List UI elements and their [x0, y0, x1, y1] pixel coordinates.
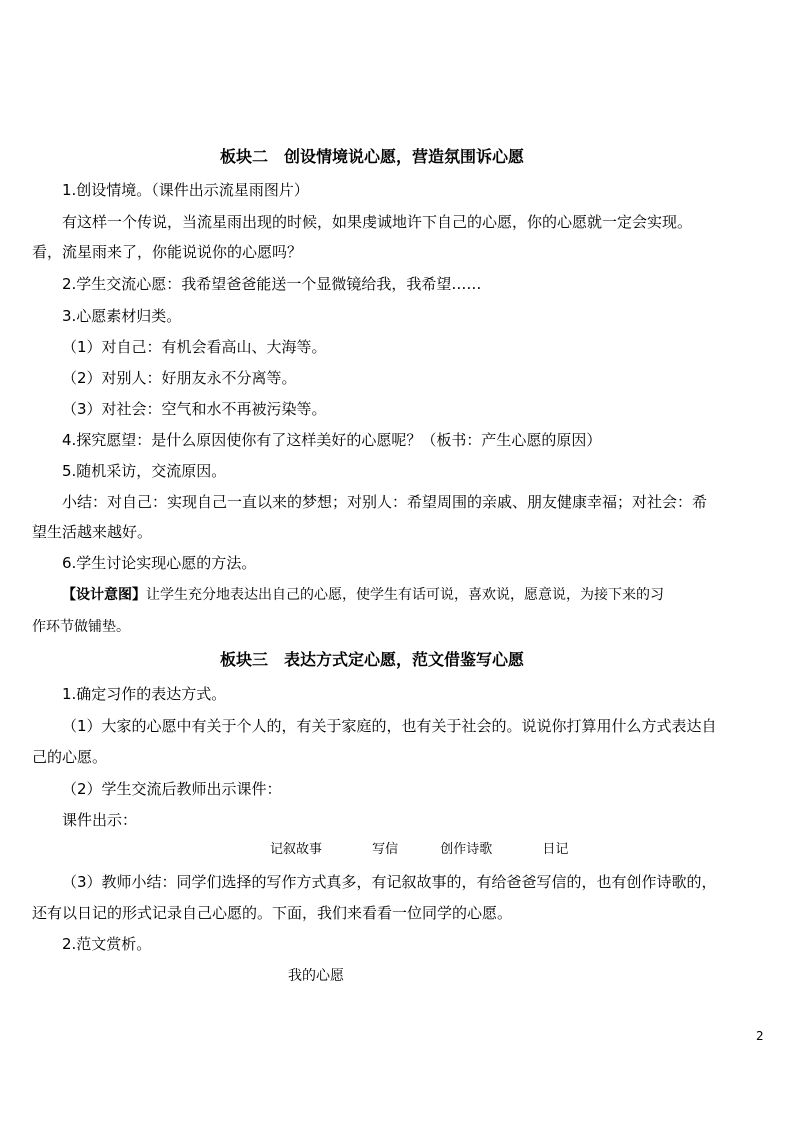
list-item: （3）对社会：空气和水不再被污染等。	[62, 400, 327, 418]
design-intent-tag: 【设计意图】	[62, 587, 146, 603]
list-item: （1）对自己：有机会看高山、大海等。	[62, 338, 327, 356]
list-item: （2）对别人：好朋友永不分离等。	[62, 369, 297, 387]
paragraph: 5.随机采访，交流原因。	[62, 462, 227, 480]
paragraph: 6.学生讨论实现心愿的方法。	[62, 554, 257, 572]
method-item: 日记	[542, 842, 569, 857]
method-item: 创作诗歌	[440, 842, 493, 857]
paragraph: 看，流星雨来了，你能说说你的心愿吗？	[32, 243, 303, 261]
paragraph: 1.确定习作的表达方式。	[62, 685, 227, 703]
essay-title: 我的心愿	[288, 968, 344, 984]
paragraph: 3.心愿素材归类。	[62, 307, 182, 325]
summary-paragraph: 望生活越来越好。	[32, 523, 153, 541]
paragraph: 2.范文赏析。	[62, 935, 152, 953]
method-item: 记叙故事	[270, 842, 323, 857]
section-3-heading: 板块三 表达方式定心愿，范文借鉴写心愿	[220, 650, 525, 669]
section-2-heading: 板块二 创设情境说心愿，营造氛围诉心愿	[220, 147, 525, 166]
design-intent-text: 让学生充分地表达出自己的心愿，使学生有话可说，喜欢说，愿意说，为接下来的习	[146, 587, 664, 603]
paragraph: 还有以日记的形式记录自己心愿的。下面，我们来看看一位同学的心愿。	[32, 904, 513, 922]
paragraph: （1）大家的心愿中有关于个人的，有关于家庭的，也有关于社会的。说说你打算用什么方式表达自	[62, 717, 717, 735]
summary-paragraph: 小结：对自己：实现自己一直以来的梦想；对别人：希望周围的亲戚、朋友健康幸福；对社会：希	[62, 493, 708, 511]
design-intent-note: 作环节做铺垫。	[32, 619, 130, 635]
method-item: 写信	[372, 842, 399, 857]
paragraph: （2）学生交流后教师出示课件：	[62, 780, 282, 798]
design-intent-note	[62, 585, 664, 605]
paragraph: 4.探究愿望：是什么原因使你有了这样美好的心愿呢？（板书：产生心愿的原因）	[62, 431, 602, 449]
paragraph: （3）教师小结：同学们选择的写作方式真多，有记叙故事的，有给爸爸写信的，也有创作诗歌的，	[62, 873, 717, 891]
page-number: 2	[756, 1029, 764, 1043]
paragraph: 2.学生交流心愿：我希望爸爸能送一个显微镜给我，我希望……	[62, 275, 482, 293]
paragraph: 1.创设情境。（课件出示流星雨图片）	[62, 181, 309, 199]
writing-methods-list	[270, 840, 568, 860]
paragraph: 己的心愿。	[32, 748, 108, 766]
paragraph: 有这样一个传说，当流星雨出现的时候，如果虔诚地许下自己的心愿，你的心愿就一定会实现。	[62, 213, 693, 231]
paragraph: 课件出示：	[62, 811, 138, 829]
